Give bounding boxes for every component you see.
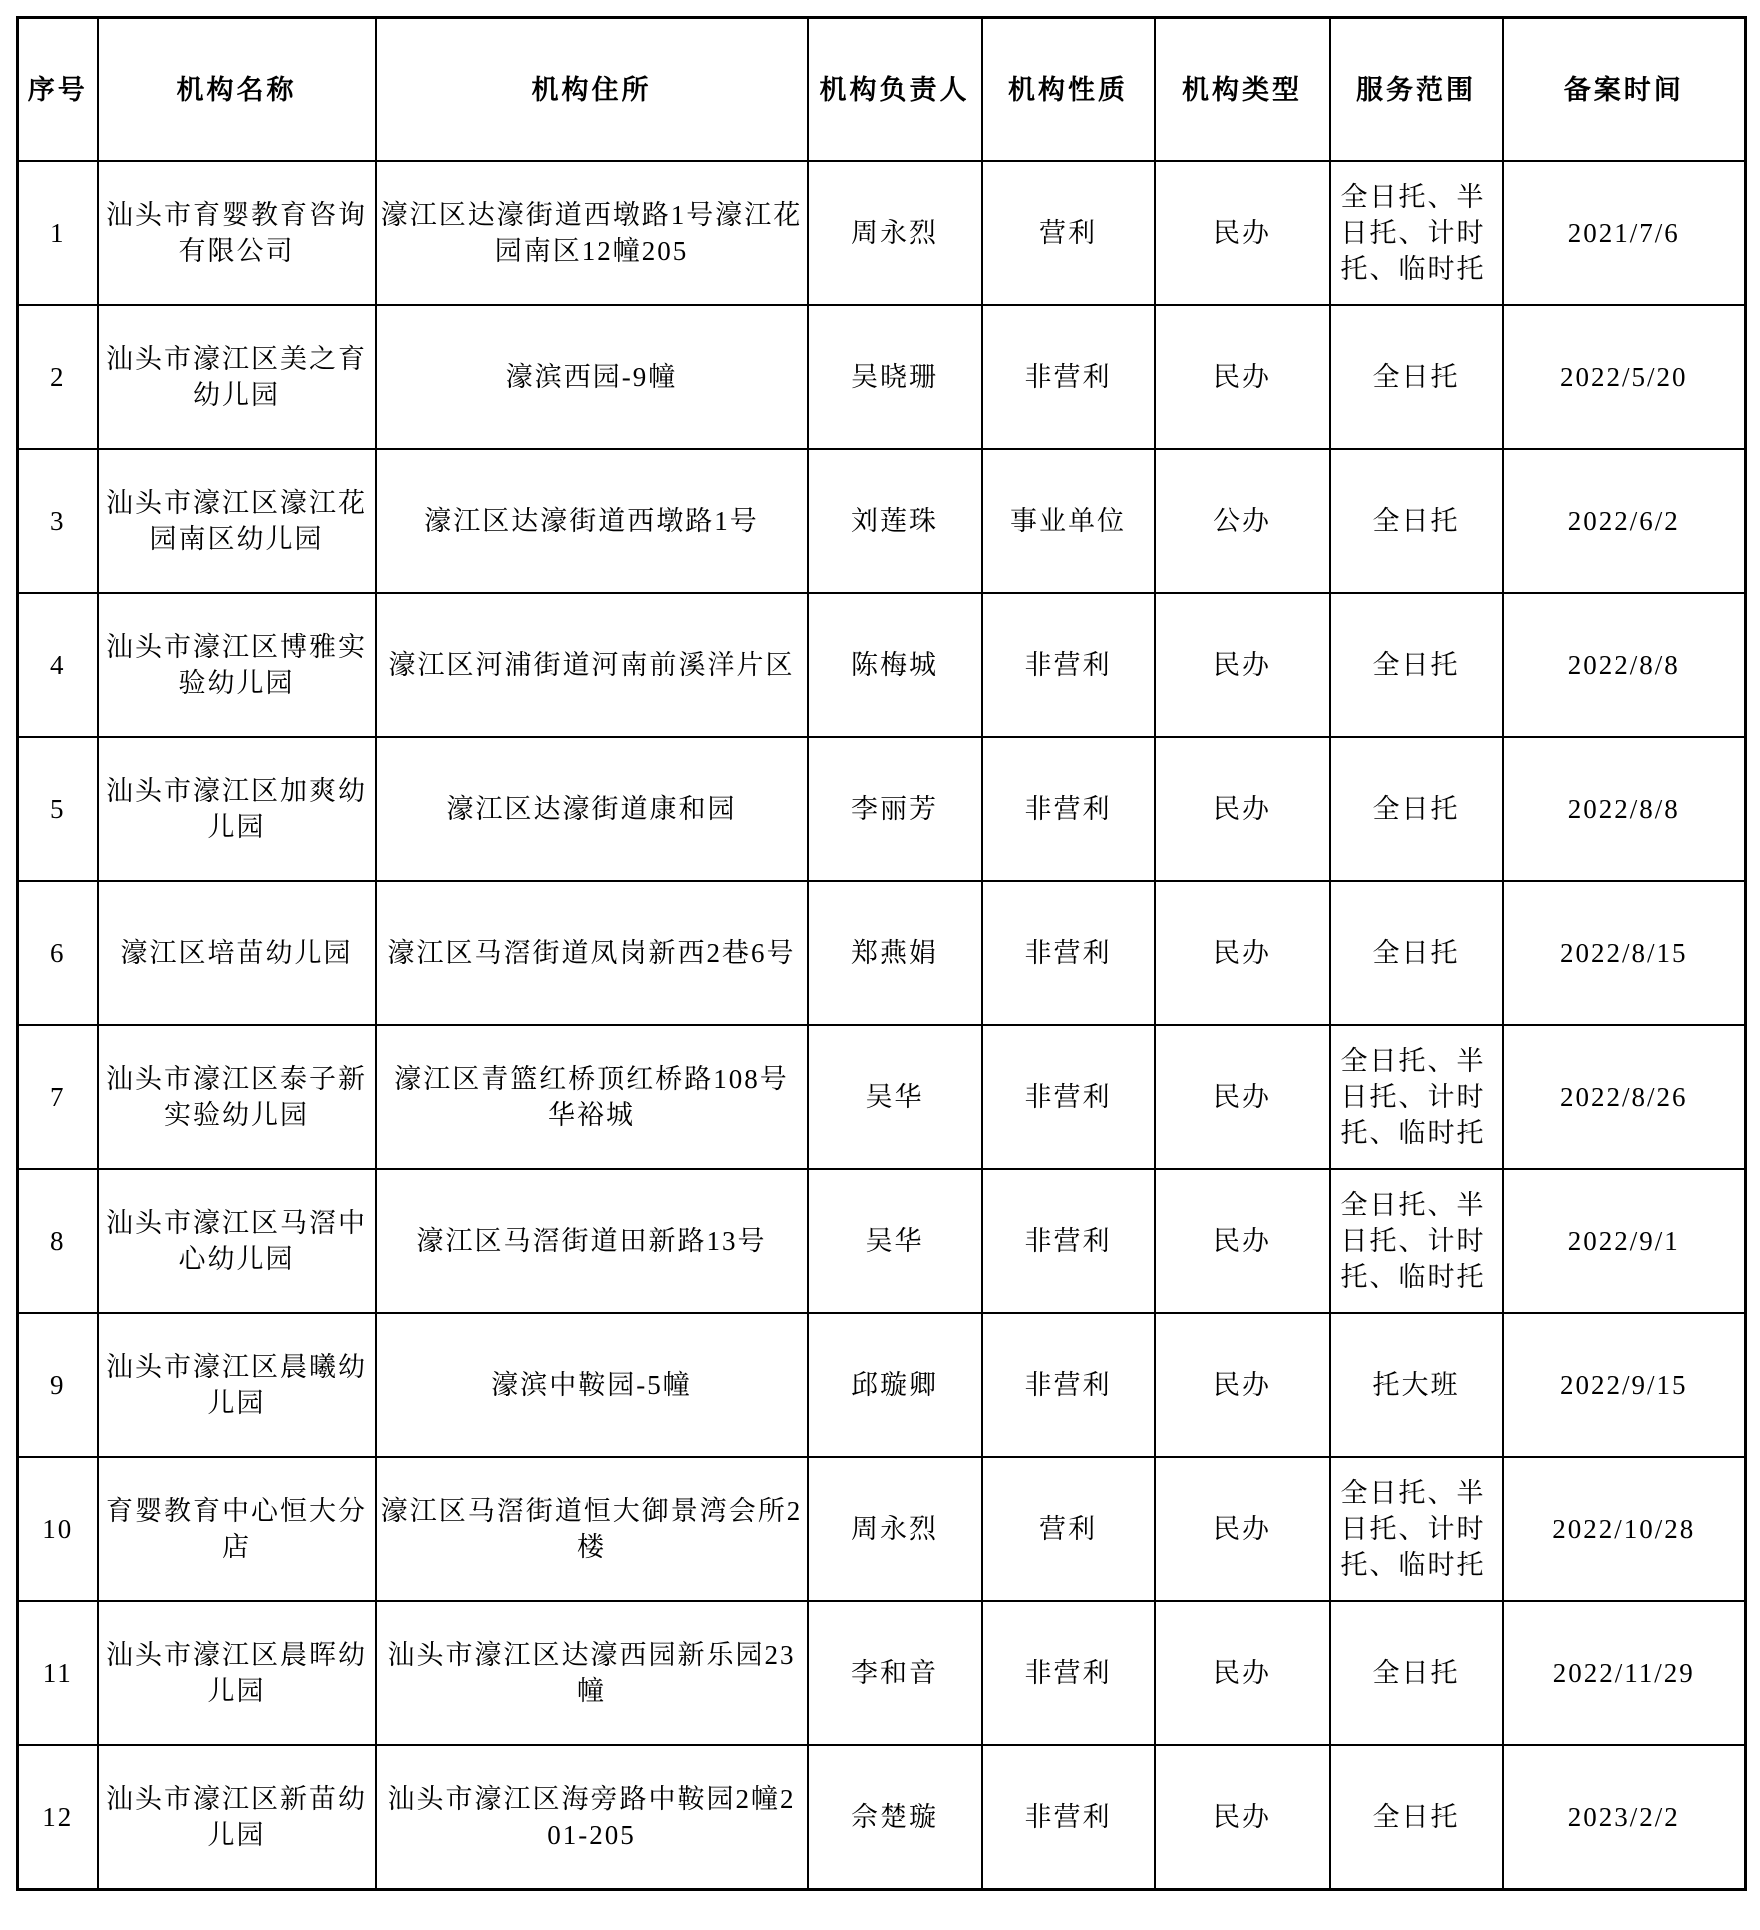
cell-service-scope: 全日托、半日托、计时托、临时托 — [1330, 1169, 1503, 1313]
cell-name: 汕头市濠江区博雅实验幼儿园 — [98, 593, 376, 737]
header-person-in-charge: 机构负责人 — [808, 18, 982, 162]
table-row — [18, 1025, 1746, 1169]
table-row — [18, 737, 1746, 881]
cell-index: 7 — [18, 1025, 98, 1169]
cell-filing-date: 2022/5/20 — [1503, 305, 1746, 449]
cell-index: 4 — [18, 593, 98, 737]
cell-person-in-charge: 李丽芳 — [808, 737, 982, 881]
cell-name: 汕头市濠江区濠江花园南区幼儿园 — [98, 449, 376, 593]
cell-name: 汕头市濠江区泰子新实验幼儿园 — [98, 1025, 376, 1169]
cell-index: 12 — [18, 1745, 98, 1890]
cell-index: 6 — [18, 881, 98, 1025]
cell-type: 公办 — [1155, 449, 1330, 593]
cell-address: 濠江区马滘街道田新路13号 — [376, 1169, 808, 1313]
cell-filing-date: 2022/11/29 — [1503, 1601, 1746, 1745]
table-row — [18, 1313, 1746, 1457]
cell-person-in-charge: 佘楚璇 — [808, 1745, 982, 1890]
cell-address: 濠江区河浦街道河南前溪洋片区 — [376, 593, 808, 737]
cell-name: 汕头市育婴教育咨询有限公司 — [98, 161, 376, 305]
cell-type: 民办 — [1155, 1025, 1330, 1169]
cell-index: 2 — [18, 305, 98, 449]
cell-nature: 营利 — [982, 161, 1155, 305]
cell-person-in-charge: 陈梅城 — [808, 593, 982, 737]
header-index: 序号 — [18, 18, 98, 162]
cell-nature: 非营利 — [982, 1313, 1155, 1457]
table-row — [18, 1745, 1746, 1890]
cell-nature: 非营利 — [982, 1745, 1155, 1890]
cell-service-scope: 全日托 — [1330, 449, 1503, 593]
cell-type: 民办 — [1155, 1601, 1330, 1745]
cell-person-in-charge: 周永烈 — [808, 1457, 982, 1601]
table-body — [18, 161, 1746, 1890]
header-row — [18, 18, 1746, 162]
cell-person-in-charge: 邱璇卿 — [808, 1313, 982, 1457]
table-row — [18, 1601, 1746, 1745]
cell-nature: 非营利 — [982, 593, 1155, 737]
cell-address: 濠江区达濠街道康和园 — [376, 737, 808, 881]
cell-service-scope: 全日托、半日托、计时托、临时托 — [1330, 1457, 1503, 1601]
cell-nature: 非营利 — [982, 1025, 1155, 1169]
cell-person-in-charge: 周永烈 — [808, 161, 982, 305]
cell-index: 11 — [18, 1601, 98, 1745]
cell-person-in-charge: 吴华 — [808, 1025, 982, 1169]
cell-type: 民办 — [1155, 161, 1330, 305]
cell-person-in-charge: 李和音 — [808, 1601, 982, 1745]
table-row — [18, 1169, 1746, 1313]
cell-service-scope: 托大班 — [1330, 1313, 1503, 1457]
cell-filing-date: 2022/9/15 — [1503, 1313, 1746, 1457]
cell-name: 濠江区培苗幼儿园 — [98, 881, 376, 1025]
cell-address: 濠江区青篮红桥顶红桥路108号华裕城 — [376, 1025, 808, 1169]
cell-person-in-charge: 刘莲珠 — [808, 449, 982, 593]
cell-name: 汕头市濠江区晨曦幼儿园 — [98, 1313, 376, 1457]
table-row — [18, 881, 1746, 1025]
cell-service-scope: 全日托 — [1330, 1745, 1503, 1890]
cell-address: 汕头市濠江区海旁路中鞍园2幢201-205 — [376, 1745, 808, 1890]
cell-service-scope: 全日托 — [1330, 305, 1503, 449]
cell-index: 5 — [18, 737, 98, 881]
cell-address: 濠江区马滘街道凤岗新西2巷6号 — [376, 881, 808, 1025]
institution-table — [16, 16, 1747, 1891]
table-row — [18, 161, 1746, 305]
cell-filing-date: 2022/9/1 — [1503, 1169, 1746, 1313]
cell-type: 民办 — [1155, 881, 1330, 1025]
cell-name: 汕头市濠江区美之育幼儿园 — [98, 305, 376, 449]
cell-type: 民办 — [1155, 737, 1330, 881]
cell-address: 濠江区达濠街道西墩路1号 — [376, 449, 808, 593]
cell-service-scope: 全日托、半日托、计时托、临时托 — [1330, 1025, 1503, 1169]
header-name: 机构名称 — [98, 18, 376, 162]
table-row — [18, 449, 1746, 593]
cell-nature: 非营利 — [982, 1601, 1155, 1745]
cell-nature: 非营利 — [982, 1169, 1155, 1313]
cell-service-scope: 全日托 — [1330, 1601, 1503, 1745]
cell-type: 民办 — [1155, 1745, 1330, 1890]
cell-filing-date: 2022/8/8 — [1503, 737, 1746, 881]
cell-filing-date: 2022/8/8 — [1503, 593, 1746, 737]
cell-service-scope: 全日托 — [1330, 881, 1503, 1025]
cell-filing-date: 2021/7/6 — [1503, 161, 1746, 305]
cell-filing-date: 2023/2/2 — [1503, 1745, 1746, 1890]
header-filing-date: 备案时间 — [1503, 18, 1746, 162]
table-row — [18, 593, 1746, 737]
cell-person-in-charge: 吴晓珊 — [808, 305, 982, 449]
cell-index: 9 — [18, 1313, 98, 1457]
cell-service-scope: 全日托 — [1330, 593, 1503, 737]
header-service-scope: 服务范围 — [1330, 18, 1503, 162]
cell-type: 民办 — [1155, 1169, 1330, 1313]
cell-nature: 非营利 — [982, 305, 1155, 449]
cell-address: 汕头市濠江区达濠西园新乐园23幢 — [376, 1601, 808, 1745]
table-row — [18, 1457, 1746, 1601]
cell-index: 1 — [18, 161, 98, 305]
cell-address: 濠滨中鞍园-5幢 — [376, 1313, 808, 1457]
table-row — [18, 305, 1746, 449]
header-type: 机构类型 — [1155, 18, 1330, 162]
cell-person-in-charge: 吴华 — [808, 1169, 982, 1313]
cell-nature: 非营利 — [982, 737, 1155, 881]
cell-filing-date: 2022/8/15 — [1503, 881, 1746, 1025]
cell-service-scope: 全日托、半日托、计时托、临时托 — [1330, 161, 1503, 305]
header-address: 机构住所 — [376, 18, 808, 162]
cell-address: 濠江区马滘街道恒大御景湾会所2楼 — [376, 1457, 808, 1601]
cell-index: 3 — [18, 449, 98, 593]
cell-person-in-charge: 郑燕娟 — [808, 881, 982, 1025]
cell-name: 汕头市濠江区晨晖幼儿园 — [98, 1601, 376, 1745]
cell-filing-date: 2022/10/28 — [1503, 1457, 1746, 1601]
cell-name: 育婴教育中心恒大分店 — [98, 1457, 376, 1601]
cell-address: 濠滨西园-9幢 — [376, 305, 808, 449]
cell-filing-date: 2022/6/2 — [1503, 449, 1746, 593]
cell-type: 民办 — [1155, 1313, 1330, 1457]
cell-index: 10 — [18, 1457, 98, 1601]
cell-nature: 非营利 — [982, 881, 1155, 1025]
cell-address: 濠江区达濠街道西墩路1号濠江花园南区12幢205 — [376, 161, 808, 305]
cell-type: 民办 — [1155, 1457, 1330, 1601]
header-nature: 机构性质 — [982, 18, 1155, 162]
cell-name: 汕头市濠江区马滘中心幼儿园 — [98, 1169, 376, 1313]
cell-nature: 事业单位 — [982, 449, 1155, 593]
cell-type: 民办 — [1155, 593, 1330, 737]
cell-type: 民办 — [1155, 305, 1330, 449]
cell-name: 汕头市濠江区加爽幼儿园 — [98, 737, 376, 881]
cell-name: 汕头市濠江区新苗幼儿园 — [98, 1745, 376, 1890]
cell-filing-date: 2022/8/26 — [1503, 1025, 1746, 1169]
cell-index: 8 — [18, 1169, 98, 1313]
cell-service-scope: 全日托 — [1330, 737, 1503, 881]
cell-nature: 营利 — [982, 1457, 1155, 1601]
